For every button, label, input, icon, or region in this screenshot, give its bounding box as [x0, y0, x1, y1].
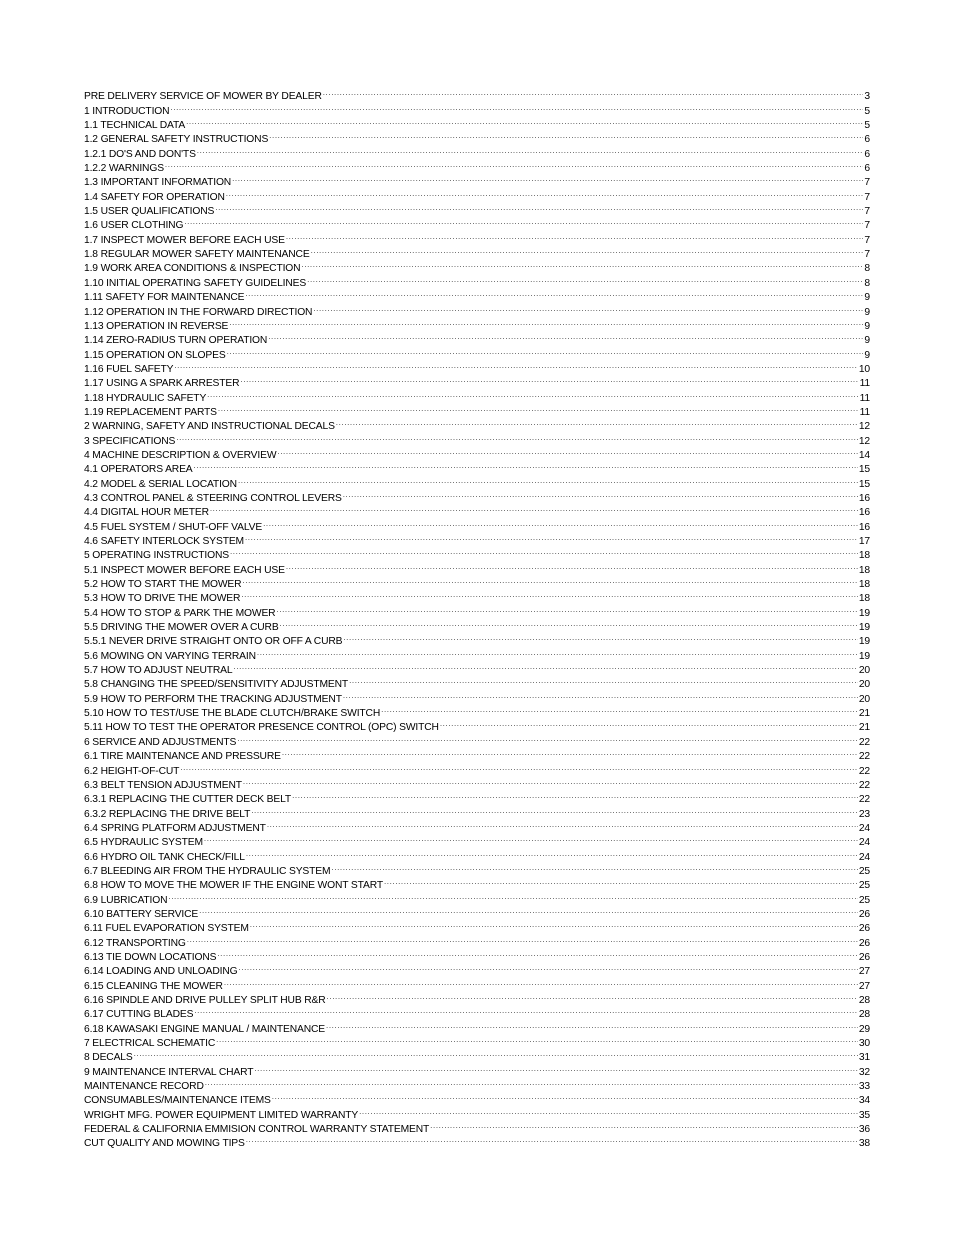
- toc-entry-page-number: 11: [859, 406, 870, 418]
- toc-leader-dots: [280, 616, 858, 630]
- toc-leader-dots: [263, 515, 858, 529]
- toc-entry[interactable]: [84, 1017, 870, 1035]
- toc-entry-title: 7 ELECTRICAL SCHEMATIC: [84, 1038, 216, 1050]
- toc-entry[interactable]: [84, 358, 870, 375]
- toc-entry-page-number: 20: [858, 679, 870, 691]
- toc-leader-dots: [245, 286, 863, 300]
- toc-entry-page-number: 11: [859, 392, 870, 404]
- toc-leader-dots: [349, 673, 858, 687]
- toc-entry-page-number: 24: [858, 822, 870, 834]
- toc-leader-dots: [194, 458, 858, 472]
- toc-entry-page-number: 7: [864, 234, 870, 246]
- toc-entry-title: 6.18 KAWASAKI ENGINE MANUAL / MAINTENANCE: [84, 1023, 326, 1035]
- toc-leader-dots: [215, 200, 863, 214]
- toc-entry[interactable]: [84, 228, 870, 246]
- table-of-contents: [84, 85, 870, 1150]
- toc-entry-page-number: 9: [864, 349, 870, 361]
- toc-entry-title: 5.10 HOW TO TEST/USE THE BLADE CLUTCH/BRAKE SWITCH: [84, 708, 381, 720]
- toc-leader-dots: [230, 544, 858, 558]
- toc-entry-page-number: 9: [864, 320, 870, 332]
- toc-entry-title: 8 DECALS: [84, 1052, 133, 1064]
- toc-entry-title: 6.9 LUBRICATION: [84, 894, 168, 906]
- toc-entry-page-number: 16: [858, 492, 870, 504]
- toc-entry-title: 5 OPERATING INSTRUCTIONS: [84, 550, 229, 562]
- toc-leader-dots: [246, 845, 858, 859]
- toc-entry[interactable]: [84, 85, 870, 103]
- toc-entry-page-number: 25: [858, 880, 870, 892]
- toc-leader-dots: [199, 903, 858, 917]
- toc-entry-page-number: 9: [864, 306, 870, 318]
- toc-leader-dots: [343, 487, 858, 501]
- toc-entry-title: 6.3 BELT TENSION ADJUSTMENT: [84, 779, 242, 791]
- toc-entry-title: 5.8 CHANGING THE SPEED/SENSITIVITY ADJUSTMENT: [84, 679, 349, 691]
- toc-entry[interactable]: [84, 114, 870, 132]
- toc-leader-dots: [229, 315, 863, 329]
- toc-entry-title: 1.13 OPERATION IN REVERSE: [84, 320, 229, 332]
- toc-entry[interactable]: [84, 214, 870, 232]
- toc-entry-title: 1.7 INSPECT MOWER BEFORE EACH USE: [84, 234, 285, 246]
- toc-entry-page-number: 22: [858, 751, 870, 763]
- toc-leader-dots: [254, 1060, 857, 1074]
- toc-entry-title: 1.2 GENERAL SAFETY INSTRUCTIONS: [84, 134, 269, 146]
- toc-leader-dots: [205, 1075, 858, 1089]
- toc-entry[interactable]: [84, 1060, 870, 1078]
- toc-entry-title: 4 MACHINE DESCRIPTION & OVERVIEW: [84, 449, 277, 461]
- toc-leader-dots: [292, 788, 858, 802]
- toc-entry-page-number: 19: [858, 607, 870, 619]
- toc-leader-dots: [238, 960, 857, 974]
- toc-entry-title: 4.3 CONTROL PANEL & STEERING CONTROL LEVERS: [84, 492, 342, 504]
- toc-entry-title: 1.18 HYDRAULIC SAFETY: [84, 392, 207, 404]
- toc-leader-dots: [277, 444, 857, 458]
- toc-entry-page-number: 9: [864, 335, 870, 347]
- toc-entry-title: FEDERAL & CALIFORNIA EMMISION CONTROL WARRANTY STATEMENT: [84, 1124, 430, 1136]
- toc-entry-title: 9 MAINTENANCE INTERVAL CHART: [84, 1066, 254, 1078]
- toc-leader-dots: [311, 243, 864, 257]
- toc-entry-page-number: 26: [858, 951, 870, 963]
- toc-entry-title: 1.15 OPERATION ON SLOPES: [84, 349, 226, 361]
- toc-entry[interactable]: [84, 444, 870, 461]
- toc-entry-page-number: 38: [858, 1138, 870, 1150]
- toc-leader-dots: [180, 759, 858, 773]
- toc-leader-dots: [134, 1046, 858, 1060]
- toc-entry-title: 6.12 TRANSPORTING: [84, 937, 186, 949]
- toc-entry-title: 1.6 USER CLOTHING: [84, 220, 184, 232]
- toc-entry-title: 6.16 SPINDLE AND DRIVE PULLEY SPLIT HUB R&R: [84, 995, 326, 1006]
- toc-entry-page-number: 21: [858, 708, 870, 720]
- toc-entry-page-number: 22: [858, 736, 870, 748]
- toc-leader-dots: [343, 687, 858, 701]
- toc-entry-page-number: 28: [858, 995, 870, 1006]
- toc-entry-title: PRE DELIVERY SERVICE OF MOWER BY DEALER: [84, 91, 322, 103]
- toc-entry-page-number: 17: [858, 536, 870, 547]
- toc-leader-dots: [187, 931, 858, 945]
- toc-entry-page-number: 25: [858, 894, 870, 906]
- toc-entry-title: 1.3 IMPORTANT INFORMATION: [84, 177, 232, 189]
- toc-entry-title: MAINTENANCE RECORD: [84, 1081, 204, 1093]
- toc-entry-page-number: 31: [858, 1052, 870, 1064]
- toc-entry-title: 6.4 SPRING PLATFORM ADJUSTMENT: [84, 822, 266, 834]
- toc-leader-dots: [174, 358, 857, 372]
- toc-leader-dots: [204, 831, 858, 845]
- toc-entry[interactable]: [84, 458, 870, 476]
- toc-entry-page-number: 18: [858, 593, 870, 605]
- toc-entry-page-number: 6: [864, 148, 870, 160]
- toc-leader-dots: [430, 1118, 858, 1132]
- toc-leader-dots: [233, 659, 857, 673]
- toc-entry-page-number: 19: [858, 622, 870, 634]
- toc-entry-title: 5.1 INSPECT MOWER BEFORE EACH USE: [84, 564, 285, 576]
- toc-entry-title: 6.15 CLEANING THE MOWER: [84, 980, 223, 992]
- toc-entry-title: 6.1 TIRE MAINTENANCE AND PRESSURE: [84, 751, 281, 763]
- toc-entry-page-number: 6: [864, 163, 870, 175]
- toc-entry[interactable]: [84, 917, 870, 935]
- toc-leader-dots: [359, 1103, 858, 1117]
- toc-entry-title: 6.6 HYDRO OIL TANK CHECK/FILL: [84, 851, 245, 863]
- toc-entry-page-number: 36: [858, 1124, 870, 1136]
- toc-leader-dots: [286, 558, 858, 572]
- toc-leader-dots: [197, 142, 864, 156]
- toc-entry-title: 5.11 HOW TO TEST THE OPERATOR PRESENCE CONTROL (OPC) SWITCH: [84, 722, 439, 734]
- toc-entry-title: 1.1 TECHNICAL DATA: [84, 120, 186, 132]
- toc-leader-dots: [237, 730, 858, 744]
- toc-leader-dots: [440, 716, 858, 730]
- toc-leader-dots: [226, 185, 864, 199]
- toc-entry-title: 1 INTRODUCTION: [84, 105, 170, 117]
- toc-entry[interactable]: [84, 903, 870, 920]
- toc-leader-dots: [186, 114, 863, 128]
- toc-leader-dots: [170, 99, 863, 113]
- toc-entry-title: 6 SERVICE AND ADJUSTMENTS: [84, 736, 237, 748]
- toc-entry-page-number: 20: [858, 693, 870, 705]
- toc-entry-title: 5.9 HOW TO PERFORM THE TRACKING ADJUSTMENT: [84, 693, 342, 705]
- toc-entry[interactable]: [84, 759, 870, 777]
- toc-entry-page-number: 19: [858, 650, 870, 662]
- toc-entry-title: 5.2 HOW TO START THE MOWER: [84, 579, 242, 591]
- toc-leader-dots: [343, 630, 857, 644]
- toc-leader-dots: [218, 401, 859, 415]
- toc-entry-page-number: 29: [858, 1023, 870, 1035]
- toc-entry-page-number: 12: [858, 435, 870, 447]
- toc-leader-dots: [276, 601, 857, 615]
- toc-entry-page-number: 20: [858, 665, 870, 677]
- toc-entry-title: 4.1 OPERATORS AREA: [84, 464, 193, 476]
- toc-leader-dots: [336, 415, 858, 429]
- toc-entry-title: 2 WARNING, SAFETY AND INSTRUCTIONAL DECALS: [84, 421, 335, 433]
- toc-entry-page-number: 3: [864, 91, 870, 103]
- toc-entry[interactable]: [84, 142, 870, 160]
- toc-entry-page-number: 7: [864, 177, 870, 189]
- toc-entry-page-number: 33: [858, 1081, 870, 1093]
- toc-entry-page-number: 18: [858, 564, 870, 576]
- toc-leader-dots: [227, 343, 864, 357]
- toc-leader-dots: [307, 271, 863, 285]
- toc-leader-dots: [323, 85, 864, 99]
- toc-leader-dots: [272, 1089, 858, 1103]
- toc-entry-page-number: 6: [864, 134, 870, 146]
- toc-entry-page-number: 30: [858, 1038, 870, 1050]
- toc-entry-title: 6.8 HOW TO MOVE THE MOWER IF THE ENGINE WONT START: [84, 880, 383, 892]
- toc-entry-page-number: 26: [858, 937, 870, 949]
- toc-entry-title: 6.10 BATTERY SERVICE: [84, 908, 199, 920]
- toc-leader-dots: [176, 429, 858, 443]
- toc-entry-page-number: 25: [858, 865, 870, 877]
- toc-entry-title: 1.10 INITIAL OPERATING SAFETY GUIDELINES: [84, 277, 307, 289]
- toc-entry[interactable]: [84, 1046, 870, 1064]
- toc-entry[interactable]: [84, 931, 870, 949]
- toc-entry-page-number: 34: [858, 1095, 870, 1107]
- toc-entry-page-number: 5: [864, 120, 870, 132]
- toc-leader-dots: [384, 874, 858, 888]
- toc-entry-title: 1.17 USING A SPARK ARRESTER: [84, 378, 240, 390]
- toc-entry-page-number: 22: [858, 765, 870, 777]
- toc-entry[interactable]: [84, 946, 870, 963]
- toc-entry[interactable]: [84, 472, 870, 490]
- toc-leader-dots: [251, 802, 858, 816]
- toc-entry[interactable]: [84, 171, 870, 189]
- toc-entry-title: 1.8 REGULAR MOWER SAFETY MAINTENANCE: [84, 249, 310, 261]
- toc-entry[interactable]: [84, 1003, 870, 1021]
- toc-entry-title: 1.19 REPLACEMENT PARTS: [84, 406, 217, 418]
- toc-entry-title: 6.13 TIE DOWN LOCATIONS: [84, 951, 217, 963]
- toc-entry-title: 5.6 MOWING ON VARYING TERRAIN: [84, 650, 256, 662]
- toc-entry-page-number: 21: [858, 722, 870, 734]
- toc-leader-dots: [224, 974, 858, 988]
- toc-leader-dots: [210, 501, 858, 515]
- toc-entry-title: 4.5 FUEL SYSTEM / SHUT-OFF VALVE: [84, 521, 263, 533]
- toc-entry-title: CONSUMABLES/MAINTENANCE ITEMS: [84, 1095, 271, 1107]
- toc-entry[interactable]: [84, 774, 870, 791]
- toc-leader-dots: [381, 702, 858, 716]
- toc-entry-page-number: 23: [858, 808, 870, 820]
- toc-entry-title: 1.2.1 DO'S AND DON'TS: [84, 148, 196, 160]
- toc-entry-title: 1.9 WORK AREA CONDITIONS & INSPECTION: [84, 263, 301, 275]
- toc-leader-dots: [269, 128, 863, 142]
- toc-entry-page-number: 18: [858, 550, 870, 562]
- toc-leader-dots: [184, 214, 863, 228]
- toc-entry[interactable]: [84, 128, 870, 146]
- toc-leader-dots: [268, 329, 863, 343]
- toc-entry-title: 4.2 MODEL & SERIAL LOCATION: [84, 478, 237, 490]
- toc-entry-page-number: 9: [864, 292, 870, 304]
- toc-entry-page-number: 7: [864, 206, 870, 218]
- toc-entry-title: 5.7 HOW TO ADJUST NEUTRAL: [84, 665, 233, 677]
- toc-leader-dots: [257, 644, 858, 658]
- toc-entry-title: 1.2.2 WARNINGS: [84, 163, 164, 175]
- toc-entry-page-number: 7: [864, 191, 870, 203]
- toc-leader-dots: [165, 157, 864, 171]
- toc-entry-page-number: 15: [858, 478, 870, 490]
- toc-leader-dots: [301, 257, 863, 271]
- toc-entry-title: 6.11 FUEL EVAPORATION SYSTEM: [84, 923, 249, 935]
- toc-leader-dots: [245, 530, 858, 544]
- toc-entry[interactable]: [84, 888, 870, 906]
- toc-leader-dots: [217, 946, 857, 960]
- toc-entry-page-number: 10: [858, 363, 870, 375]
- toc-entry-page-number: 19: [858, 636, 870, 648]
- toc-leader-dots: [326, 1017, 858, 1031]
- toc-entry-title: 5.4 HOW TO STOP & PARK THE MOWER: [84, 607, 276, 619]
- toc-entry-page-number: 8: [864, 277, 870, 289]
- toc-leader-dots: [168, 888, 857, 902]
- toc-entry-title: 1.4 SAFETY FOR OPERATION: [84, 191, 225, 203]
- toc-entry-page-number: 24: [858, 837, 870, 849]
- toc-entry-page-number: 22: [858, 794, 870, 806]
- toc-entry-title: 1.5 USER QUALIFICATIONS: [84, 206, 215, 218]
- toc-entry-page-number: 16: [858, 521, 870, 533]
- toc-entry-page-number: 5: [864, 105, 870, 117]
- toc-entry-title: 1.12 OPERATION IN THE FORWARD DIRECTION: [84, 306, 313, 318]
- toc-entry-title: 4.4 DIGITAL HOUR METER: [84, 507, 209, 519]
- toc-leader-dots: [194, 1003, 858, 1017]
- toc-entry-page-number: 35: [858, 1109, 870, 1121]
- toc-entry-page-number: 15: [858, 464, 870, 476]
- toc-leader-dots: [243, 774, 858, 788]
- toc-leader-dots: [238, 472, 858, 486]
- toc-entry[interactable]: [84, 157, 870, 175]
- toc-entry-title: 1.14 ZERO-RADIUS TURN OPERATION: [84, 335, 268, 347]
- toc-leader-dots: [327, 989, 858, 1003]
- toc-leader-dots: [240, 372, 858, 386]
- toc-leader-dots: [242, 573, 857, 587]
- toc-entry-title: 5.5 DRIVING THE MOWER OVER A CURB: [84, 622, 279, 634]
- toc-entry-title: 6.7 BLEEDING AIR FROM THE HYDRAULIC SYSTEM: [84, 865, 331, 877]
- toc-leader-dots: [267, 817, 858, 831]
- toc-entry-title: 6.5 HYDRAULIC SYSTEM: [84, 837, 203, 849]
- toc-leader-dots: [286, 228, 864, 242]
- toc-entry-title: 4.6 SAFETY INTERLOCK SYSTEM: [84, 536, 244, 547]
- toc-leader-dots: [246, 1132, 858, 1146]
- toc-entry[interactable]: [84, 429, 870, 447]
- toc-entry-page-number: 14: [858, 449, 870, 461]
- toc-entry-page-number: 28: [858, 1009, 870, 1021]
- toc-entry-page-number: 11: [859, 378, 870, 390]
- toc-entry-page-number: 7: [864, 220, 870, 232]
- toc-entry-title: 6.3.1 REPLACING THE CUTTER DECK BELT: [84, 794, 292, 806]
- toc-entry-page-number: 18: [858, 579, 870, 591]
- toc-entry-page-number: 24: [858, 851, 870, 863]
- toc-entry-page-number: 27: [858, 980, 870, 992]
- toc-entry-page-number: 8: [864, 263, 870, 275]
- toc-leader-dots: [313, 300, 863, 314]
- toc-entry-title: 3 SPECIFICATIONS: [84, 435, 176, 447]
- toc-entry-page-number: 12: [858, 421, 870, 433]
- toc-entry-title: 5.5.1 NEVER DRIVE STRAIGHT ONTO OR OFF A CURB: [84, 636, 343, 648]
- toc-leader-dots: [241, 587, 858, 601]
- toc-entry[interactable]: [84, 99, 870, 117]
- toc-leader-dots: [216, 1032, 858, 1046]
- toc-entry-page-number: 26: [858, 908, 870, 920]
- toc-entry-page-number: 32: [858, 1066, 870, 1078]
- toc-leader-dots: [282, 745, 858, 759]
- toc-entry-title: 1.11 SAFETY FOR MAINTENANCE: [84, 292, 245, 304]
- toc-entry-title: 5.3 HOW TO DRIVE THE MOWER: [84, 593, 241, 605]
- toc-entry-title: 1.16 FUEL SAFETY: [84, 363, 174, 375]
- toc-leader-dots: [250, 917, 858, 931]
- toc-entry-page-number: 27: [858, 966, 870, 978]
- toc-entry-title: 6.3.2 REPLACING THE DRIVE BELT: [84, 808, 251, 820]
- toc-entry-title: 6.17 CUTTING BLADES: [84, 1009, 194, 1021]
- toc-entry-title: CUT QUALITY AND MOWING TIPS: [84, 1138, 245, 1150]
- toc-leader-dots: [331, 860, 857, 874]
- toc-leader-dots: [207, 386, 858, 400]
- toc-entry-page-number: 22: [858, 779, 870, 791]
- toc-entry-page-number: 7: [864, 249, 870, 261]
- toc-leader-dots: [232, 171, 863, 185]
- toc-entry[interactable]: [84, 372, 870, 390]
- toc-entry-page-number: 26: [858, 923, 870, 935]
- toc-entry-title: 6.2 HEIGHT-OF-CUT: [84, 765, 180, 777]
- toc-entry-title: WRIGHT MFG. POWER EQUIPMENT LIMITED WARRANTY: [84, 1109, 359, 1121]
- toc-entry-page-number: 16: [858, 507, 870, 519]
- toc-entry-title: 6.14 LOADING AND UNLOADING: [84, 966, 238, 978]
